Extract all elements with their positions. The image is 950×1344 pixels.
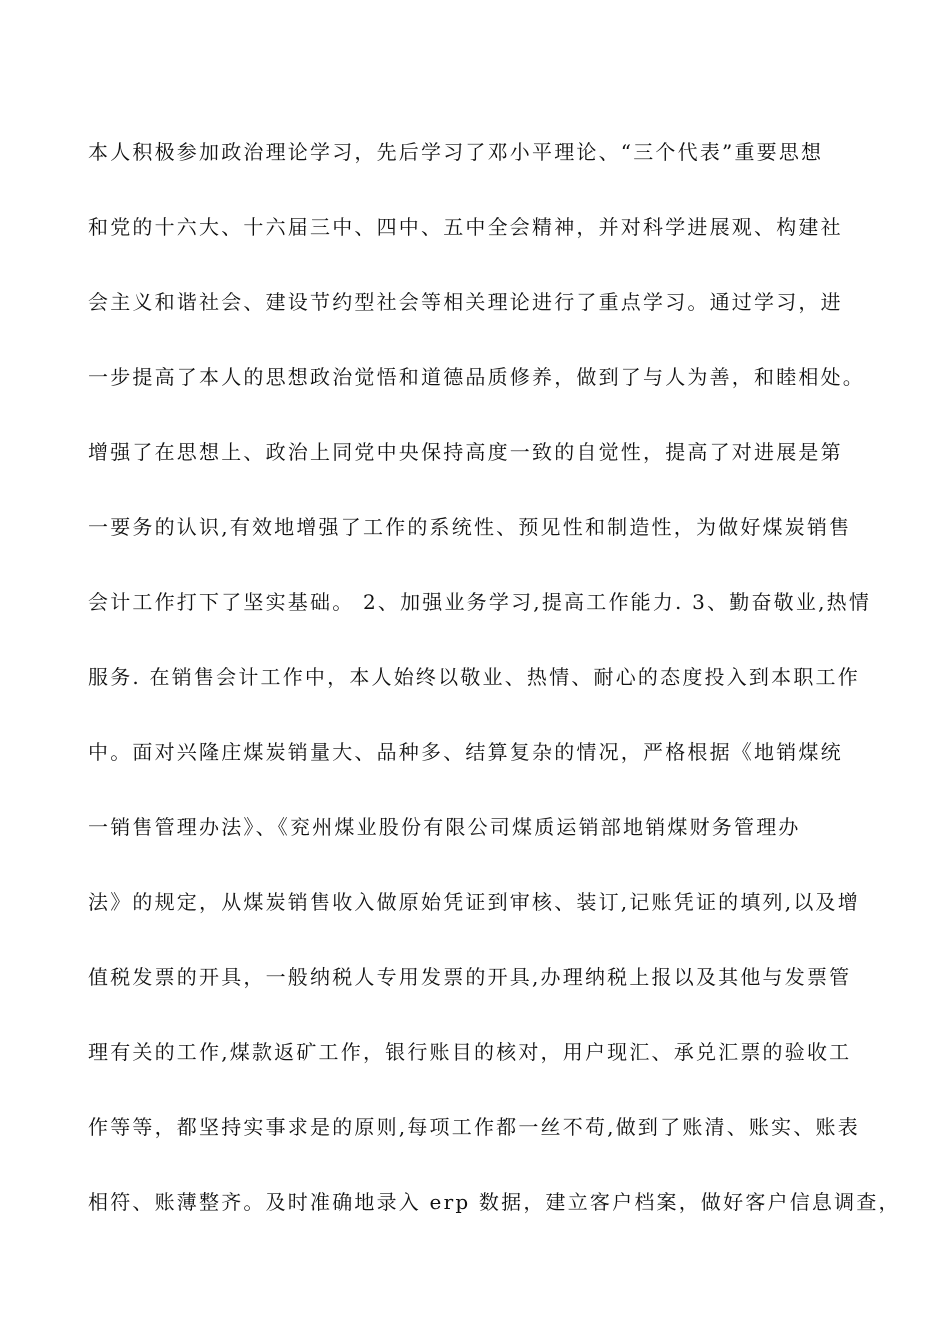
text-line: 会计工作打下了坚实基础。 2、加强业务学习,提高工作能力. 3、勤奋敬业,热情 [88, 590, 872, 614]
text-line: 一要务的认识,有效地增强了工作的系统性、预见性和制造性，为做好煤炭销售 [88, 515, 852, 539]
text-line: 值税发票的开具，一般纳税人专用发票的开具,办理纳税上报以及其他与发票管 [88, 965, 852, 989]
text-line: 服务. 在销售会计工作中，本人始终以敬业、热情、耐心的态度投入到本职工作 [88, 665, 860, 689]
text-line: 作等等，都坚持实事求是的原则,每项工作都一丝不苟,做到了账清、账实、账表 [88, 1115, 860, 1139]
text-line: 本人积极参加政治理论学习，先后学习了邓小平理论、“三个代表”重要思想 [88, 140, 824, 164]
text-line: 法》的规定，从煤炭销售收入做原始凭证到审核、装订,记账凭证的填列,以及增 [88, 890, 860, 914]
text-line: 中。面对兴隆庄煤炭销量大、品种多、结算复杂的情况，严格根据《地销煤统 [88, 740, 843, 764]
body-text [88, 132, 901, 1257]
text-line: 相符、账薄整齐。及时准确地录入 erp 数据，建立客户档案，做好客户信息调查， [88, 1190, 901, 1214]
text-line: 和党的十六大、十六届三中、四中、五中全会精神，并对科学进展观、构建社 [88, 215, 843, 239]
text-line: 一销售管理办法》、《兖州煤业股份有限公司煤质运销部地销煤财务管理办 [88, 815, 801, 839]
text-line: 理有关的工作,煤款返矿工作，银行账目的核对，用户现汇、承兑汇票的验收工 [88, 1040, 852, 1064]
text-line: 增强了在思想上、政治上同党中央保持高度一致的自觉性，提高了对进展是第 [88, 440, 843, 464]
text-line: 会主义和谐社会、建设节约型社会等相关理论进行了重点学习。通过学习，进 [88, 290, 843, 314]
text-line: 一步提高了本人的思想政治觉悟和道德品质修养，做到了与人为善，和睦相处。 [88, 365, 865, 389]
